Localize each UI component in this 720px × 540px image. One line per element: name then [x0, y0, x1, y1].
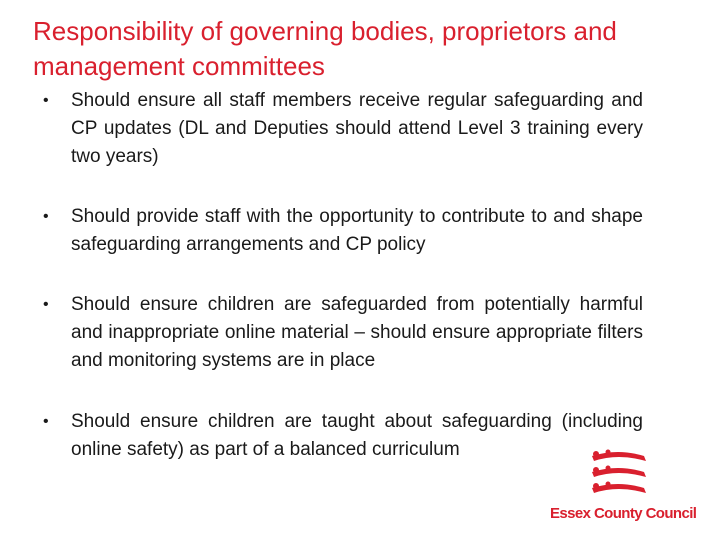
bullet-text: Should ensure children are taught about safeguarding (including online safety) as part of a balanced curriculum: [71, 411, 643, 460]
bullet-text: Should provide staff with the opportunity to contribute to and shape safeguarding arrangements and CP policy: [71, 206, 643, 255]
bullet-item: [43, 291, 643, 375]
bullet-text: Should ensure all staff members receive regular safeguarding and CP updates (DL and Deputies should attend Level 3 training every two years): [71, 90, 643, 167]
essex-county-council-logo: [548, 448, 720, 536]
bullet-marker: •: [43, 92, 49, 109]
bullet-item: [43, 87, 643, 171]
essex-seaxes-icon: [588, 448, 650, 500]
logo-text: Essex County Council: [550, 505, 697, 522]
bullet-text: Should ensure children are safeguarded from potentially harmful and inappropriate online material – should ensure appropriate filters and monitoring systems are in place: [71, 294, 643, 371]
bullet-marker: •: [43, 296, 49, 313]
bullet-marker: •: [43, 413, 49, 430]
slide-title: Responsibility of governing bodies, proprietors and management committees: [33, 16, 617, 81]
bullet-item: [43, 203, 643, 259]
bullet-marker: •: [43, 208, 49, 225]
